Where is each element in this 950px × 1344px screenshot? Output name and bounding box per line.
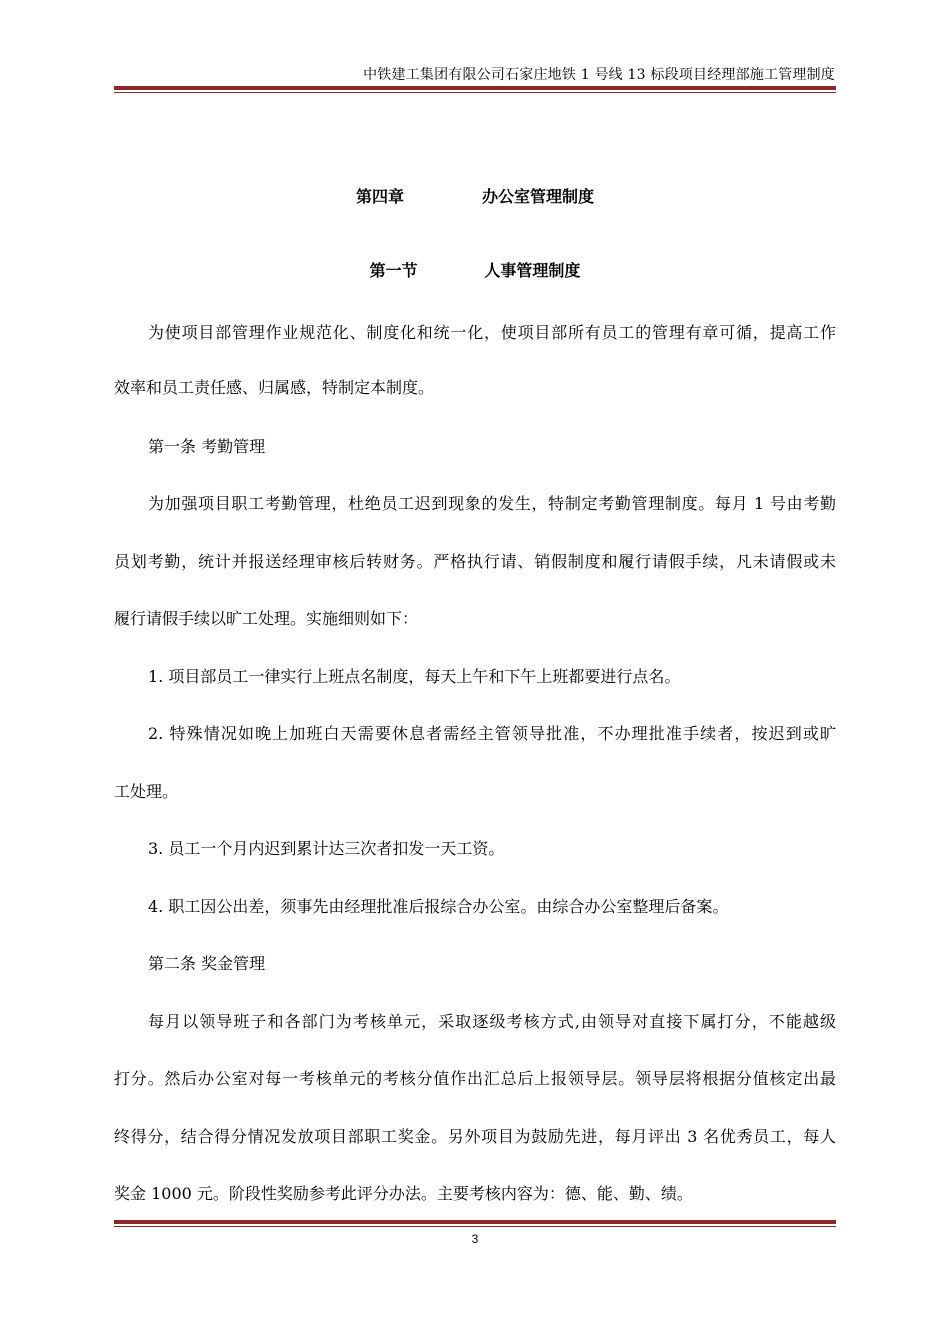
footer-rule-thin (114, 1226, 836, 1227)
section-title: 第一节 人事管理制度 (369, 261, 581, 280)
footer-rule-thick (114, 1220, 836, 1224)
chapter-title: 第四章 办公室管理制度 (356, 187, 594, 206)
article-1-line-2: 员划考勤，统计并报送经理审核后转财务。严格执行请、销假制度和履行请假手续，凡未请假或未 (114, 552, 836, 571)
article-1-line-1: 为加强项目职工考勤管理，杜绝员工迟到现象的发生，特制定考勤管理制度。每月 1 号由考勤 (148, 494, 836, 513)
intro-line-1: 为使项目部管理作业规范化、制度化和统一化，使项目部所有员工的管理有章可循，提高工作 (148, 323, 836, 342)
intro-line-2: 效率和员工责任感、归属感，特制定本制度。 (114, 378, 435, 397)
header-title: 中铁建工集团有限公司石家庄地铁 1 号线 13 标段项目经理部施工管理制度 (363, 67, 835, 83)
article-1-line-3: 履行请假手续以旷工处理。实施细则如下： (114, 609, 419, 628)
article-2-line-2: 打分。然后办公室对每一考核单元的考核分值作出汇总后上报领导层。领导层将根据分值核定出最 (114, 1069, 836, 1088)
article-2-heading: 第二条 奖金管理 (148, 954, 266, 973)
article-1-heading: 第一条 考勤管理 (148, 437, 266, 456)
article-2-line-4: 奖金 1000 元。阶段性奖励参考此评分办法。主要考核内容为：德、能、勤、绩。 (114, 1184, 693, 1203)
article-2-line-1: 每月以领导班子和各部门为考核单元，采取逐级考核方式,由领导对直接下属打分，不能越级 (148, 1012, 836, 1031)
page-number: 3 (471, 1232, 479, 1246)
list-item: 3. 员工一个月内迟到累计达三次者扣发一天工资。 (148, 839, 505, 858)
list-item: 2. 特殊情况如晚上加班白天需要休息者需经主管领导批准，不办理批准手续者，按迟到或旷 (148, 724, 836, 743)
header-rule-thick (114, 86, 836, 90)
article-2-line-3: 终得分，结合得分情况发放项目部职工奖金。另外项目为鼓励先进，每月评出 3 名优秀员工，每人 (114, 1127, 836, 1146)
header-rule-thin (114, 92, 836, 93)
list-item: 4. 职工因公出差，须事先由经理批准后报综合办公室。由综合办公室整理后备案。 (148, 897, 729, 916)
list-item-continuation: 工处理。 (114, 782, 179, 801)
list-item: 1. 项目部员工一律实行上班点名制度，每天上午和下午上班都要进行点名。 (148, 667, 681, 686)
